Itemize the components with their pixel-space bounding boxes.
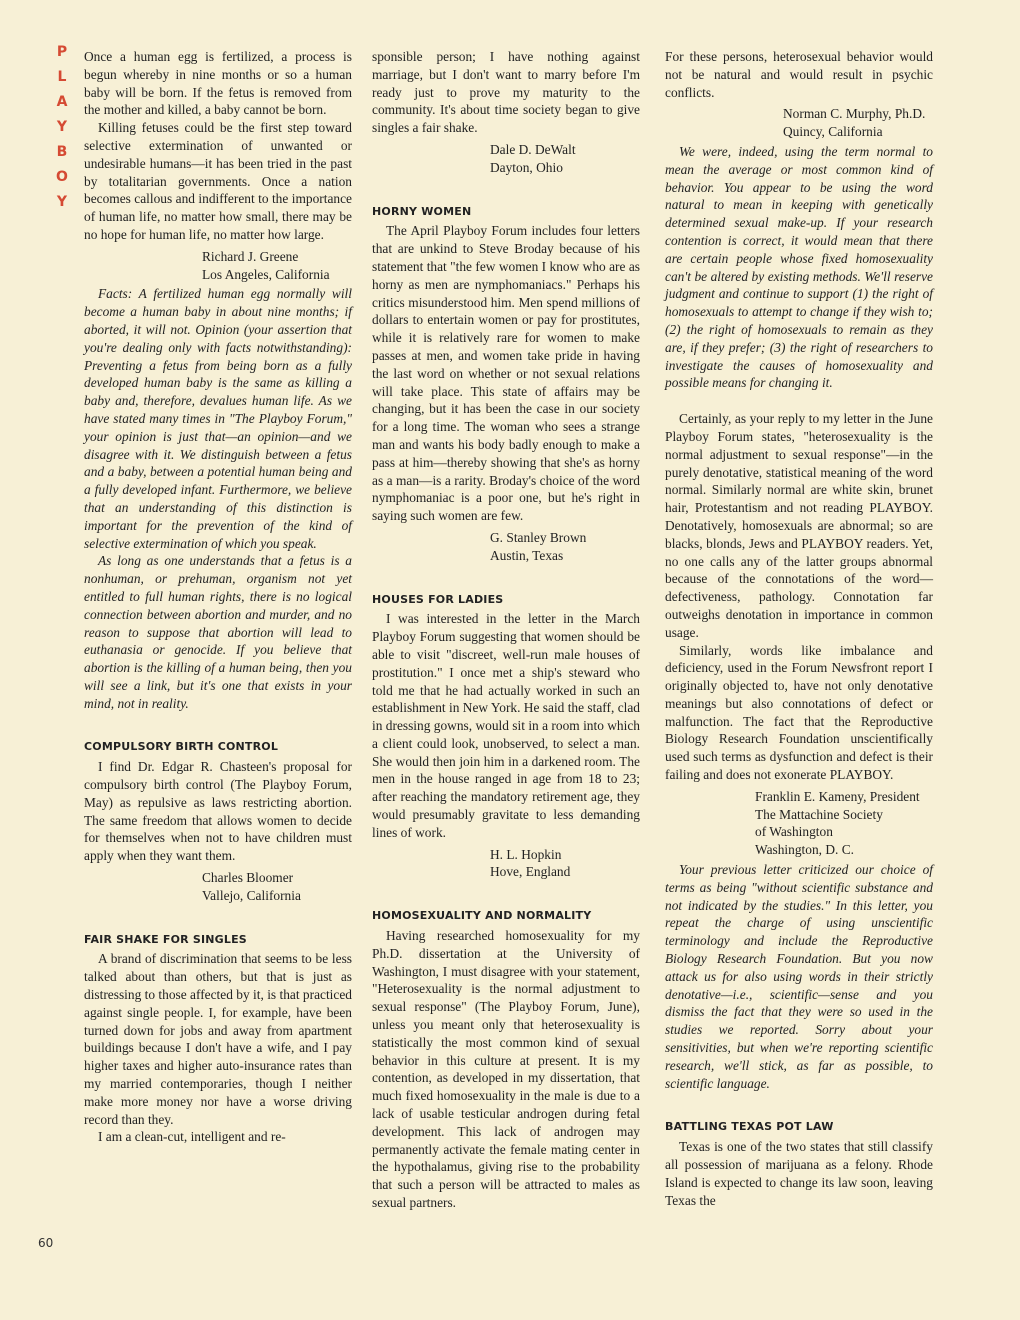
signature: H. L. Hopkin Hove, England <box>490 846 571 880</box>
letter-paragraph: A brand of discrimination that seems to be less talked about than others, but that is just as distressing to those affected by it, is that practiced against single people. I, for example, have been turned down for jobs and away from apartment buildings because I don't have a wife, and I pay higher taxes and higher auto-insurance rates than my married contemporaries, though I neither make more money nor have a worse driving record than they. <box>84 951 352 1127</box>
page-number: 60 <box>38 1236 54 1250</box>
running-head: P L A Y B O Y <box>56 44 68 210</box>
letter-paragraph: Similarly, words like imbalance and deficiency, used in the Forum Newsfront report I originally objected to, have not only denotative meanings but also connotations of defect or malfunction. The fact that the Reproductive Biology Research Foundation unscientifically used such terms as dysfunction and defect is their failing and does not exonerate PLAYBOY. <box>665 642 933 783</box>
letter-paragraph: sponsible person; I have nothing against marriage, but I don't want to marry before I'm ready just to prove my maturity to the community. It's about time society began to give singles a fair shake. <box>372 49 640 136</box>
letter-paragraph: Texas is one of the two states that still classify all possession of marijuana as a felony. Rhode Island is expected to change its law soon, leaving Texas the <box>665 1139 933 1208</box>
letter-paragraph: Killing fetuses could be the first step toward selective extermination of unwanted or undesirable humans—it has been tried in the past by totalitarian governments. Once a nation becomes callous and indifferent to the importance of human life, no matter how small, there may be no hope for human life, no matter how large. <box>84 120 352 242</box>
signature: Franklin E. Kameny, President The Mattachine Society of Washington Washington, D. C. <box>755 788 920 858</box>
signature: Charles Bloomer Vallejo, California <box>202 870 301 903</box>
column-1 <box>84 48 352 1146</box>
section-heading: HOUSES FOR LADIES <box>372 592 504 606</box>
letter-paragraph: Having researched homosexuality for my Ph.D. dissertation at the University of Washington, I must disagree with your statement, "Heterosexuality is the normal adjustment to sexual response" (The Playboy Forum, June), unless you meant only that heterosexuality is statistically the most common kind of sexual behavior in this culture at present. It is my contention, as developed in my dissertation, that much fixed homosexuality in the male is due to a lack of usable testicular androgen during fetal development. This lack of androgen may permanently activate the female mating center in the hypothalamus, giving rise to the probability that such a person will be attracted to males as sexual partners. <box>372 928 640 1211</box>
column-3 <box>665 48 933 1209</box>
signature: Dale D. DeWalt Dayton, Ohio <box>490 141 576 175</box>
section-heading: BATTLING TEXAS POT LAW <box>665 1120 834 1134</box>
editor-response: We were, indeed, using the term normal to mean the average or most common kind of behavior. You appear to be using the word natural to mean in keeping with genetically determined sexual make-up. If your research contention is correct, it would mean that there are certain people whose fixed homosexuality can't be altered by existing methods. We'll reserve judgment and continue to support (1) the right of homosexuals to attempt to change if they wish to; (2) the right of homosexuals to remain as they are, if they prefer; (3) the right of researchers to investigate the causes of homosexuality and possible means for changing it. <box>665 143 933 391</box>
signature: Richard J. Greene Los Angeles, California <box>202 248 330 282</box>
letter-paragraph: Certainly, as your reply to my letter in the June Playboy Forum states, "heterosexuality is the normal adjustment to sexual response"—in the purely denotative, statistical meaning of the word normal. Similarly normal are white skin, brunet hair, Protestantism and not reading PLAYBOY. Denotatively, homosexuals are abnormal; so are blacks, blonds, Jews and PLAYBOY readers. Yet, no one calls any of the latter groups abnormal because of the connotations of the word—defectiveness, pathology. Connotation far outweighs denotation in importance in common usage. <box>665 411 933 640</box>
letter-paragraph: Once a human egg is fertilized, a process is begun whereby in nine months or so a human baby will be born. If the fetus is removed from the mother and killed, a baby cannot be born. <box>84 49 352 118</box>
signature: Norman C. Murphy, Ph.D. Quincy, California <box>783 106 926 140</box>
editor-response: As long as one understands that a fetus is a nonhuman, or prehuman, organism not yet entitled to full human rights, there is no logical connection between abortion and murder, and no reason to suppose that abortion will lead to euthanasia or genocide. If you believe that abortion is the killing of a human being, then you will see a link, but it's one that exists in your mind, not in reality. <box>84 553 352 711</box>
signature: G. Stanley Brown Austin, Texas <box>490 529 587 563</box>
letter-paragraph: I am a clean-cut, intelligent and re- <box>98 1129 286 1145</box>
section-heading: HOMOSEXUALITY AND NORMALITY <box>372 909 592 923</box>
editor-response: Your previous letter criticized our choice of terms as being "without scientific substance and not indicated by the studies." In this letter, you repeat the charge of using unscientific terminology and include the Reproductive Biology Research Foundation. But you now attack us for also using words in their strictly denotative—i.e., scientific—sense and you dismiss the fact that they were so used in the studies we reported. Sorry about your sensitivities, but when we're reporting scientific research, we'll stick, as far as possible, to scientific language. <box>665 862 933 1091</box>
section-heading: COMPULSORY BIRTH CONTROL <box>84 740 279 754</box>
editor-response: Facts: A fertilized human egg normally will become a human baby in about nine months; if aborted, it will not. Opinion (your assertion that you're dealing only with facts notwithstanding): Preventing a fetus from being born as a fully developed human baby is the same as killing a baby and, therefore, devalues human life. As we have stated many times in "The Playboy Forum," your opinion is just that—an opinion—and we disagree with it. We distinguish between a fetus and a baby, between a potential human being and a fully developed infant. Furthermore, we believe that an understanding of this distinction is important for the prevention of the kind of selective extermination of which you speak. <box>84 286 352 551</box>
column-2 <box>372 48 640 1212</box>
section-heading: HORNY WOMEN <box>372 204 472 218</box>
letter-paragraph: I find Dr. Edgar R. Chasteen's proposal for compulsory birth control (The Playboy Forum, May) as repulsive as laws restricting abortion. The same freedom that allows women to decide for themselves when not to have children must apply when they want them. <box>84 759 352 864</box>
letter-paragraph: For these persons, heterosexual behavior would not be natural and would result in psychic conflicts. <box>665 49 933 100</box>
letter-paragraph: I was interested in the letter in the March Playboy Forum suggesting that women should be able to visit "discreet, well-run male houses of prostitution." I once met a ship's steward who told me that he had actually worked in such an establishment in New York. He said the staff, clad in dressing gowns, would sit in a room into which a client could look, unobserved, to select a man. She would then join him in a darkened room. The men in the house ranged in age from 18 to 23; after reaching the mandatory retirement age, they would presumably gravitate to less demanding lines of work. <box>372 611 640 840</box>
letter-paragraph: The April Playboy Forum includes four letters that are unkind to Steve Broday because of his statement that "the few women I know who are as horny as men are nymphomaniacs." Perhaps his critics misunderstood him. Men spend millions of dollars to entertain women or pay for prostitutes, while it is relatively rare for women to make passes at men, and women take pride in having the last word on whether or not sexual relations will take place. This state of affairs may be changing, but it has been the case in our society for a long time. The woman who sees a strange man and wants his body badly enough to make a pass at him—thereby showing that she's as horny as a man—is a rarity. Broday's choice of the word nymphomaniac is a poor one, but he's right in saying such women are few. <box>372 223 640 524</box>
section-heading: FAIR SHAKE FOR SINGLES <box>84 932 247 946</box>
